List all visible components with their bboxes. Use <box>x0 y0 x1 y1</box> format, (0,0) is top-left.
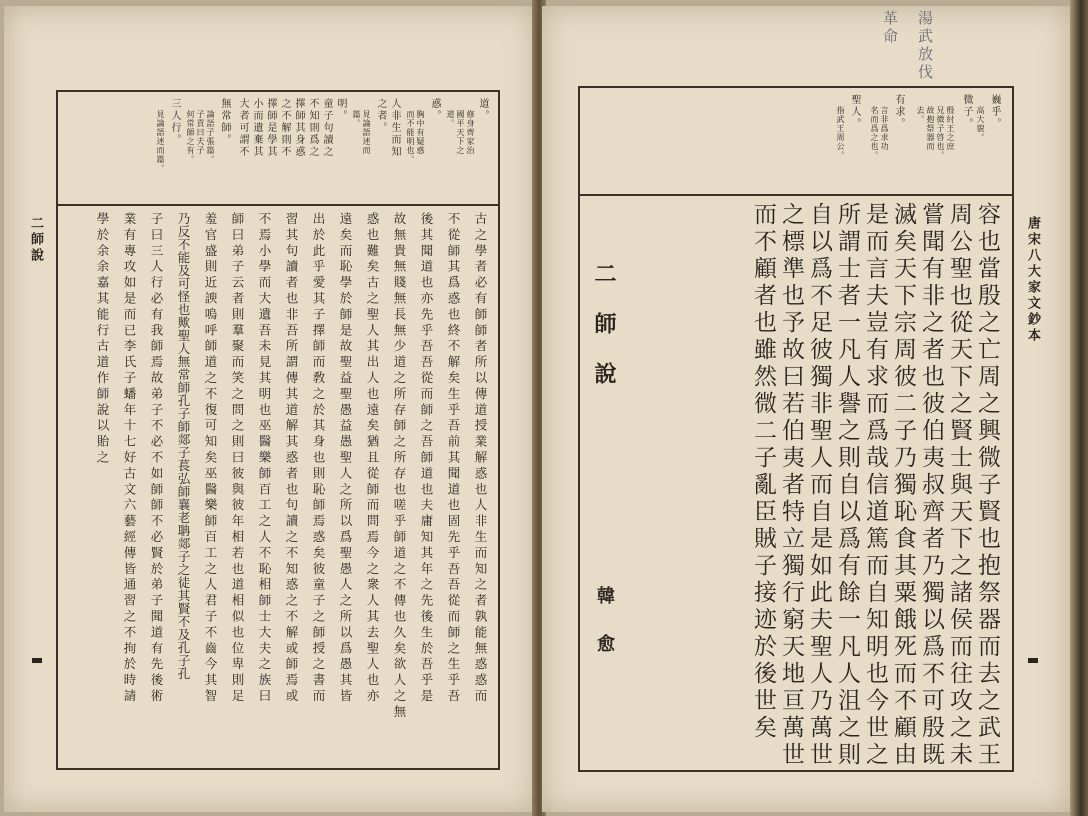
right-note-10: 名而爲之也。 <box>870 106 879 160</box>
left-note-22: 子貢曰夫子 <box>196 110 205 155</box>
left-note-5: 惑。 <box>429 98 440 122</box>
left-text-line-4: 故無貴無賤無長無少道之所存師之所存也嗟乎師道之不傳也久矣欲人之無 <box>392 212 407 721</box>
left-note-14: 不知則爲之 <box>307 98 318 158</box>
left-text-line-6: 遠矣而恥學於師是故聖益聖愚益愚聖人之所以爲聖愚人之所以爲愚其皆 <box>338 212 353 705</box>
right-text-line-4: 滅矣天下宗周彼二子乃獨恥食其粟餓死而不顧由 <box>890 202 916 769</box>
left-note-6: 胸中有疑惑 <box>416 110 425 155</box>
left-note-13: 童子句讀之 <box>321 98 332 158</box>
left-text-line-15: 學於余余嘉其能行古道作師說以貽之 <box>95 212 110 467</box>
left-note-10: 見論語述而 <box>362 110 371 155</box>
right-note-7: 去。 <box>916 106 925 124</box>
left-note-7: 而不能明也。 <box>406 110 415 164</box>
left-note-19: 大者可謂不 <box>237 98 248 158</box>
left-note-12: 明。 <box>335 98 346 122</box>
left-note-11: 篇。 <box>352 110 361 128</box>
left-note-15: 擇師其身惑 <box>293 98 304 158</box>
right-page <box>542 6 1070 812</box>
left-note-9: 之者。 <box>375 98 386 134</box>
right-text-line-1: 容也當殷之亡周之興微子賢也抱祭器而去之武王 <box>974 202 1000 769</box>
right-text-line-5: 是而言夫豈有求而爲哉信道篤而自知明也今世之 <box>862 202 888 769</box>
right-text-line-6: 所謂士者一凡人譽之則自以爲有餘一凡人沮之則 <box>834 202 860 769</box>
left-text-line-7: 出於此乎愛其子擇師而敎之於其身也則恥師焉惑矣彼童子之師授之書而 <box>311 212 326 705</box>
left-note-24: 三人行。 <box>169 98 180 146</box>
left-note-25: 見論語述而篇。 <box>156 110 165 173</box>
left-margin-title: 二師說 <box>28 216 43 264</box>
essay-title: 二師說 <box>591 262 617 412</box>
left-note-16: 之不解則不 <box>279 98 290 158</box>
left-text-line-8: 習其句讀者也非吾所謂傳其道解其惑者也句讀之不知惑之不解或師焉或 <box>284 212 299 705</box>
left-page <box>4 6 536 812</box>
left-text-line-9: 不焉小學而大遺吾未見其明也巫醫樂師百工之人不恥相師士大夫之族曰 <box>257 212 272 705</box>
right-note-11: 聖人。 <box>849 94 860 130</box>
left-note-23: 何常師之有。 <box>186 110 195 164</box>
right-note-3: 微子。 <box>961 94 972 130</box>
left-text-line-10: 師曰弟子云者則羣聚而笑之問之則曰彼與彼年相若也道相似也位卑則足 <box>230 212 245 705</box>
left-note-18: 小而遺棄其 <box>251 98 262 158</box>
left-note-17: 擇師是學其 <box>265 98 276 158</box>
left-note-21: 論語子張篇。 <box>206 110 215 164</box>
handwritten-note-1: 湯武放伐 <box>916 10 934 82</box>
right-note-4: 殷紂王之庶 <box>946 106 955 151</box>
left-text-line-2: 不從師其爲惑也終不解矣生乎吾前其聞道也固先乎吾吾從而師之生乎吾 <box>446 212 461 705</box>
right-text-line-8: 之標準也予故曰若伯夷者特立獨行窮天地亘萬世 <box>778 202 804 769</box>
left-page-divider <box>58 204 498 206</box>
right-note-2: 高大貌。 <box>976 106 985 142</box>
book-title: 唐宋八大家文鈔本 <box>1025 216 1040 344</box>
right-note-9: 言非爲求功 <box>880 106 889 151</box>
left-text-line-11: 羞官盛則近諛嗚呼師道之不復可知矣巫醫樂師百工之人君子不齒今其智 <box>203 212 218 705</box>
right-page-number-mark <box>1028 658 1038 663</box>
left-note-1: 道。 <box>477 98 488 122</box>
right-note-8: 有求。 <box>893 94 904 130</box>
right-note-5: 兄微子啓也。 <box>936 106 945 160</box>
left-text-line-1: 古之學者必有師師者所以傳道授業解惑也人非生而知之者孰能無惑惑而 <box>473 212 488 705</box>
left-note-3: 國平天下之 <box>456 110 465 155</box>
left-page-number-mark <box>32 658 42 663</box>
book-edge <box>1070 0 1088 816</box>
right-note-1: 巍乎。 <box>989 94 1000 130</box>
right-text-line-3: 嘗聞有非之者也彼伯夷叔齊者乃獨以爲不可殷既 <box>918 202 944 769</box>
left-note-2: 修身齊家治 <box>466 110 475 155</box>
right-text-line-2: 周公聖也從天下之賢士與天下之諸侯而往攻之未 <box>946 202 972 769</box>
left-text-line-14: 業有專攻如是而已李氏子蟠年十七好古文六藝經傳皆通習之不拘於時請 <box>122 212 137 705</box>
right-page-divider <box>580 194 1012 196</box>
left-note-20: 無常師。 <box>219 98 230 146</box>
essay-author: 韓愈 <box>594 586 615 682</box>
right-note-6: 故抱祭器而 <box>926 106 935 151</box>
left-note-8: 人非生而知 <box>389 98 400 158</box>
left-text-line-5: 惑也難矣古之聖人其出人也遠矣猶且從師而問焉今之衆人其去聖人也亦 <box>365 212 380 705</box>
left-text-line-3: 後其聞道也亦先乎吾吾從而師之吾師道也夫庸知其年之先後生於吾乎是 <box>419 212 434 705</box>
right-text-line-7: 自以爲不足彼獨非聖人而自是如此夫聖人乃萬世 <box>806 202 832 769</box>
handwritten-note-2: 革命 <box>881 10 899 46</box>
right-note-12: 指武王周公。 <box>836 106 845 160</box>
left-text-line-13: 子曰三人行必有我師焉故弟子不必不如師師不必賢於弟子聞道有先後術 <box>149 212 164 705</box>
right-text-line-9: 而不顧者也雖然微二子亂臣賊子接迹於後世矣 <box>750 202 776 742</box>
left-note-4: 道。 <box>446 110 455 128</box>
left-text-line-12: 乃反不能及可怪也歟聖人無常師孔子師郯子萇弘師襄老聃郯子之徒其賢不及孔子孔 <box>176 212 191 680</box>
